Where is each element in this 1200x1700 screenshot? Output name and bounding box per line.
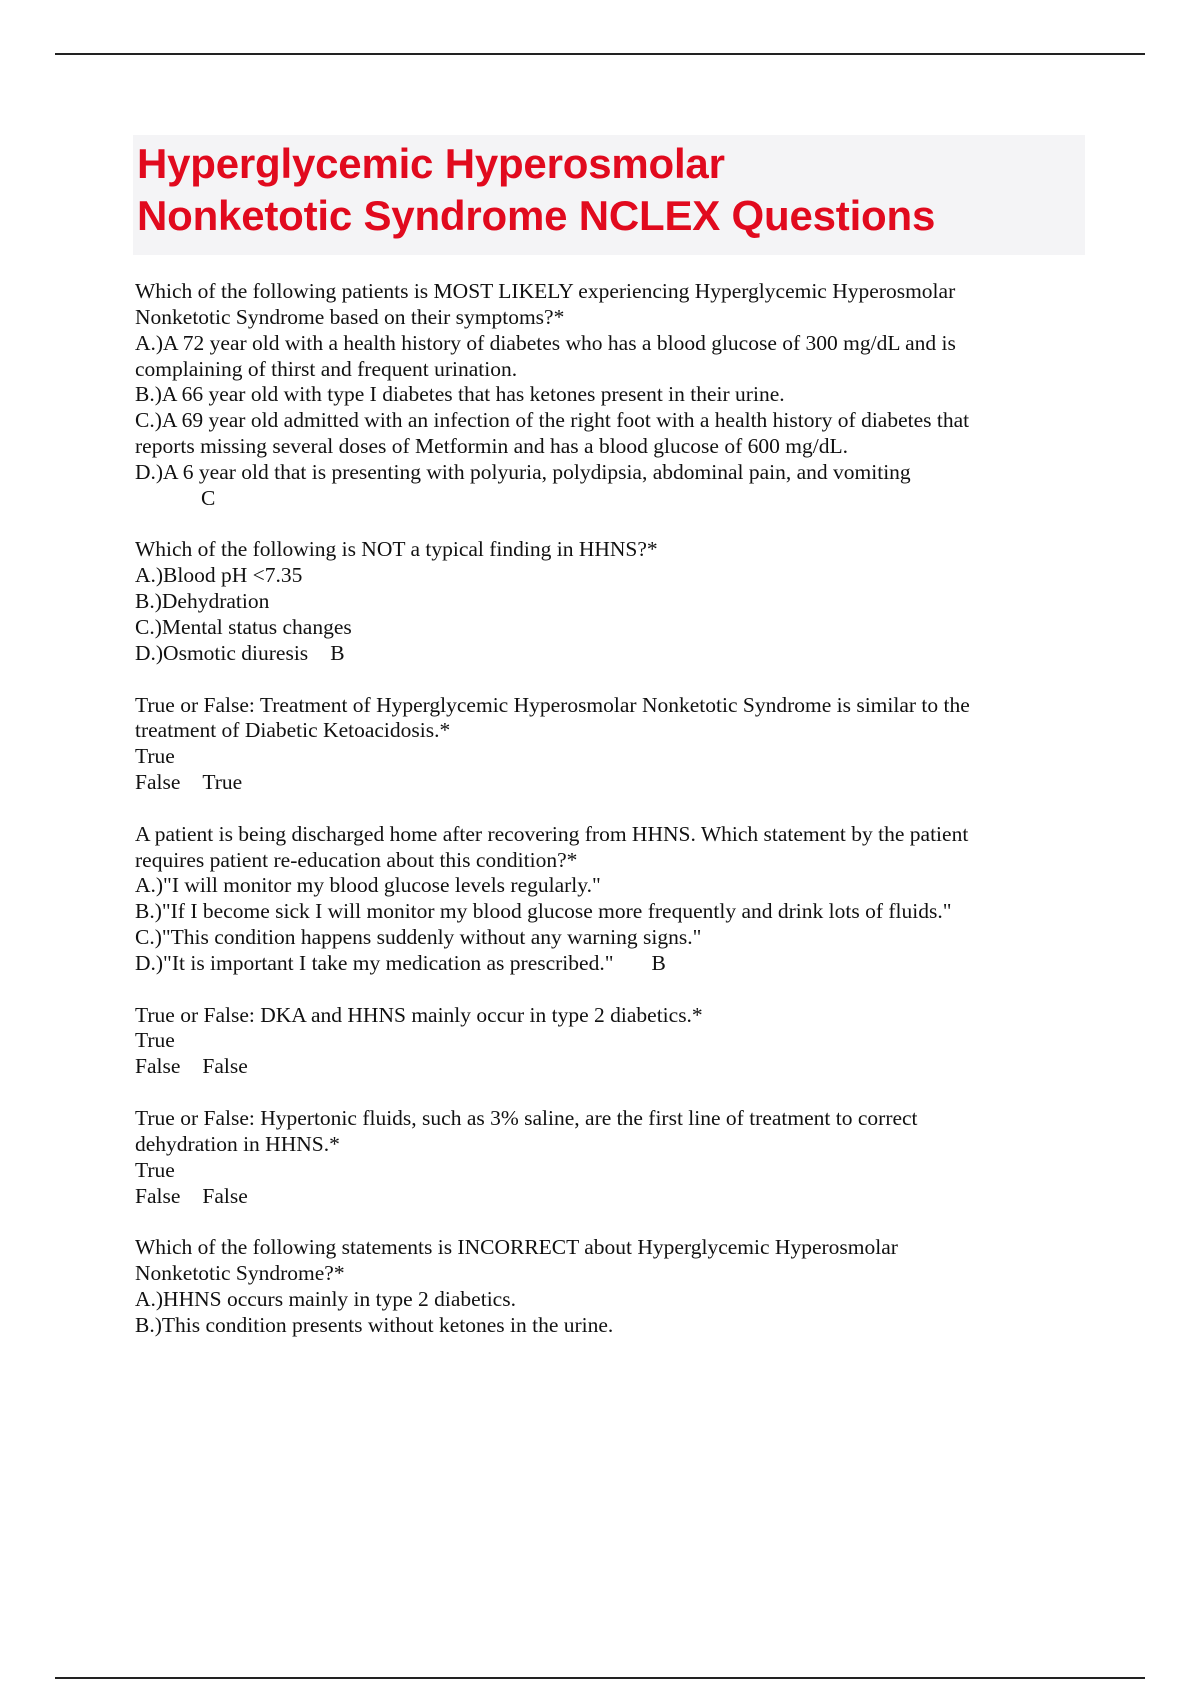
question-7 <box>135 1235 1095 1338</box>
option: A.)A 72 year old with a health history of diabetes who has a blood glucose of 300 mg/dL and is <box>135 330 956 355</box>
option: D.)Osmotic diuresis <box>135 640 309 665</box>
answer: B <box>651 950 666 975</box>
title-line: Nonketotic Syndrome NCLEX Questions <box>137 192 936 239</box>
question-4 <box>135 822 1095 977</box>
question-2 <box>135 537 1095 666</box>
option: False <box>135 770 181 795</box>
option: C.)"This condition happens suddenly without any warning signs." <box>135 925 702 950</box>
answer: True <box>202 770 243 795</box>
question-text: A patient is being discharged home after recovering from HHNS. Which statement by the patient <box>135 821 969 846</box>
question-text: Nonketotic Syndrome?* <box>135 1261 345 1286</box>
option: reports missing several doses of Metformin and has a blood glucose of 600 mg/dL. <box>135 434 848 459</box>
footer-rule <box>55 1677 1145 1679</box>
question-3 <box>135 693 1095 796</box>
option: False <box>135 1183 181 1208</box>
title-line: Hyperglycemic Hyperosmolar <box>137 140 725 187</box>
option: A.)HHNS occurs mainly in type 2 diabetics. <box>135 1286 516 1311</box>
answer: False <box>202 1183 248 1208</box>
header-rule <box>55 53 1145 55</box>
document-title <box>133 135 1085 242</box>
option: A.)"I will monitor my blood glucose levels regularly." <box>135 873 601 898</box>
option: B.)This condition presents without ketones in the urine. <box>135 1312 614 1337</box>
question-1 <box>135 279 1095 512</box>
question-5 <box>135 1003 1095 1081</box>
option: False <box>135 1054 181 1079</box>
option: D.)"It is important I take my medication as prescribed." <box>135 950 614 975</box>
question-text: Nonketotic Syndrome based on their symptoms?* <box>135 304 565 329</box>
question-text: Which of the following is NOT a typical finding in HHNS?* <box>135 537 658 562</box>
question-text: Which of the following statements is INCORRECT about Hyperglycemic Hyperosmolar <box>135 1235 898 1260</box>
option: B.)"If I become sick I will monitor my blood glucose more frequently and drink lots of fluids." <box>135 899 952 924</box>
question-text: treatment of Diabetic Ketoacidosis.* <box>135 718 451 743</box>
option: B.)Dehydration <box>135 589 270 614</box>
question-text: dehydration in HHNS.* <box>135 1131 340 1156</box>
option: A.)Blood pH <7.35 <box>135 563 303 588</box>
option: True <box>135 1157 175 1182</box>
option: C.)Mental status changes <box>135 614 352 639</box>
question-text: True or False: Treatment of Hyperglycemic Hyperosmolar Nonketotic Syndrome is similar to the <box>135 692 970 717</box>
answer: False <box>202 1054 248 1079</box>
question-list <box>135 279 1095 1364</box>
option: True <box>135 744 175 769</box>
question-text: True or False: DKA and HHNS mainly occur in type 2 diabetics.* <box>135 1002 703 1027</box>
answer: B <box>330 640 345 665</box>
answer: C <box>201 485 216 510</box>
question-6 <box>135 1106 1095 1209</box>
question-text: requires patient re-education about this condition?* <box>135 847 578 872</box>
question-text: Which of the following patients is MOST LIKELY experiencing Hyperglycemic Hyperosmolar <box>135 279 956 303</box>
title-banner <box>133 135 1085 255</box>
option: D.)A 6 year old that is presenting with polyuria, polydipsia, abdominal pain, and vomiting <box>135 459 911 484</box>
option: C.)A 69 year old admitted with an infection of the right foot with a health history of diabetes that <box>135 408 970 433</box>
option: complaining of thirst and frequent urination. <box>135 356 518 381</box>
option: True <box>135 1028 175 1053</box>
question-text: True or False: Hypertonic fluids, such as 3% saline, are the first line of treatment to correct <box>135 1106 918 1130</box>
option: B.)A 66 year old with type I diabetes that has ketones present in their urine. <box>135 382 785 407</box>
